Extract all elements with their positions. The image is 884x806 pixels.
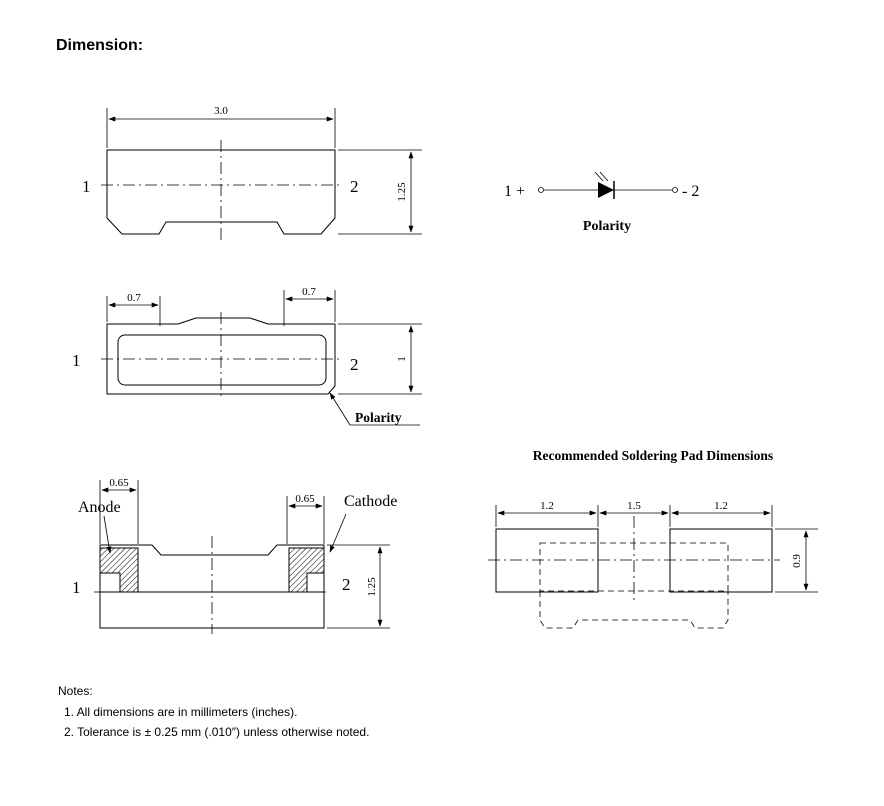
top-view-width-label: 3.0 bbox=[214, 105, 228, 117]
bottom-view-polarity-label: Polarity bbox=[355, 410, 402, 425]
bottom-view-pin-2: 2 bbox=[350, 355, 359, 374]
side-view-height-dimension bbox=[327, 545, 390, 628]
top-view-centerlines bbox=[101, 140, 341, 240]
anode-leader bbox=[104, 516, 110, 553]
polarity-symbol bbox=[504, 172, 699, 234]
polarity-right-text: - 2 bbox=[682, 183, 700, 200]
polarity-terminal-left bbox=[539, 188, 544, 193]
polarity-caption: Polarity bbox=[582, 219, 632, 234]
solder-pad-gap-label: 1.5 bbox=[627, 500, 641, 512]
bottom-view-right-width-label: 0.7 bbox=[302, 286, 316, 298]
cathode-leader bbox=[330, 514, 346, 552]
notes-section bbox=[58, 684, 369, 745]
bottom-view bbox=[72, 286, 422, 425]
side-view-left-pad-label: 0.65 bbox=[109, 477, 129, 489]
diode-triangle-icon bbox=[598, 182, 614, 198]
light-emission-icon bbox=[595, 172, 608, 181]
solder-pad-height-label: 0.9 bbox=[791, 554, 803, 568]
cathode-terminal bbox=[289, 548, 324, 592]
note-item: 2. Tolerance is ± 0.25 mm (.010″) unless otherwise noted. bbox=[64, 725, 370, 739]
solder-pad-pad2-label: 1.2 bbox=[714, 500, 728, 512]
section-heading: Dimension: bbox=[56, 37, 144, 54]
cathode-label: Cathode bbox=[344, 493, 398, 510]
solder-pad-title: Recommended Soldering Pad Dimensions bbox=[532, 448, 774, 463]
bottom-view-centerlines bbox=[101, 312, 341, 400]
side-view-height-label: 1.25 bbox=[366, 577, 378, 597]
top-view-pin-2: 2 bbox=[350, 177, 359, 196]
side-view bbox=[72, 477, 397, 634]
solder-pad-right bbox=[670, 529, 772, 592]
side-view-pin-2: 2 bbox=[342, 575, 351, 594]
side-view-right-pad-label: 0.65 bbox=[295, 493, 315, 505]
notes-list bbox=[58, 705, 369, 739]
notes-title: Notes: bbox=[58, 684, 93, 698]
bottom-view-left-width-label: 0.7 bbox=[127, 292, 141, 304]
solder-pad-left bbox=[496, 529, 598, 592]
side-view-pin-1: 1 bbox=[72, 578, 81, 597]
bottom-view-pin-1: 1 bbox=[72, 351, 81, 370]
anode-terminal bbox=[100, 548, 138, 592]
solder-pad-layout bbox=[488, 448, 818, 628]
top-view bbox=[82, 105, 422, 240]
polarity-left-text: 1 + bbox=[504, 183, 526, 200]
polarity-terminal-right bbox=[673, 188, 678, 193]
bottom-view-height-label: 1 bbox=[396, 356, 408, 362]
solder-pad-pad1-label: 1.2 bbox=[540, 500, 554, 512]
top-view-pin-1: 1 bbox=[82, 177, 91, 196]
anode-label: Anode bbox=[78, 499, 121, 516]
top-view-height-label: 1.25 bbox=[396, 182, 408, 202]
note-item: 1. All dimensions are in millimeters (inches). bbox=[64, 705, 298, 719]
